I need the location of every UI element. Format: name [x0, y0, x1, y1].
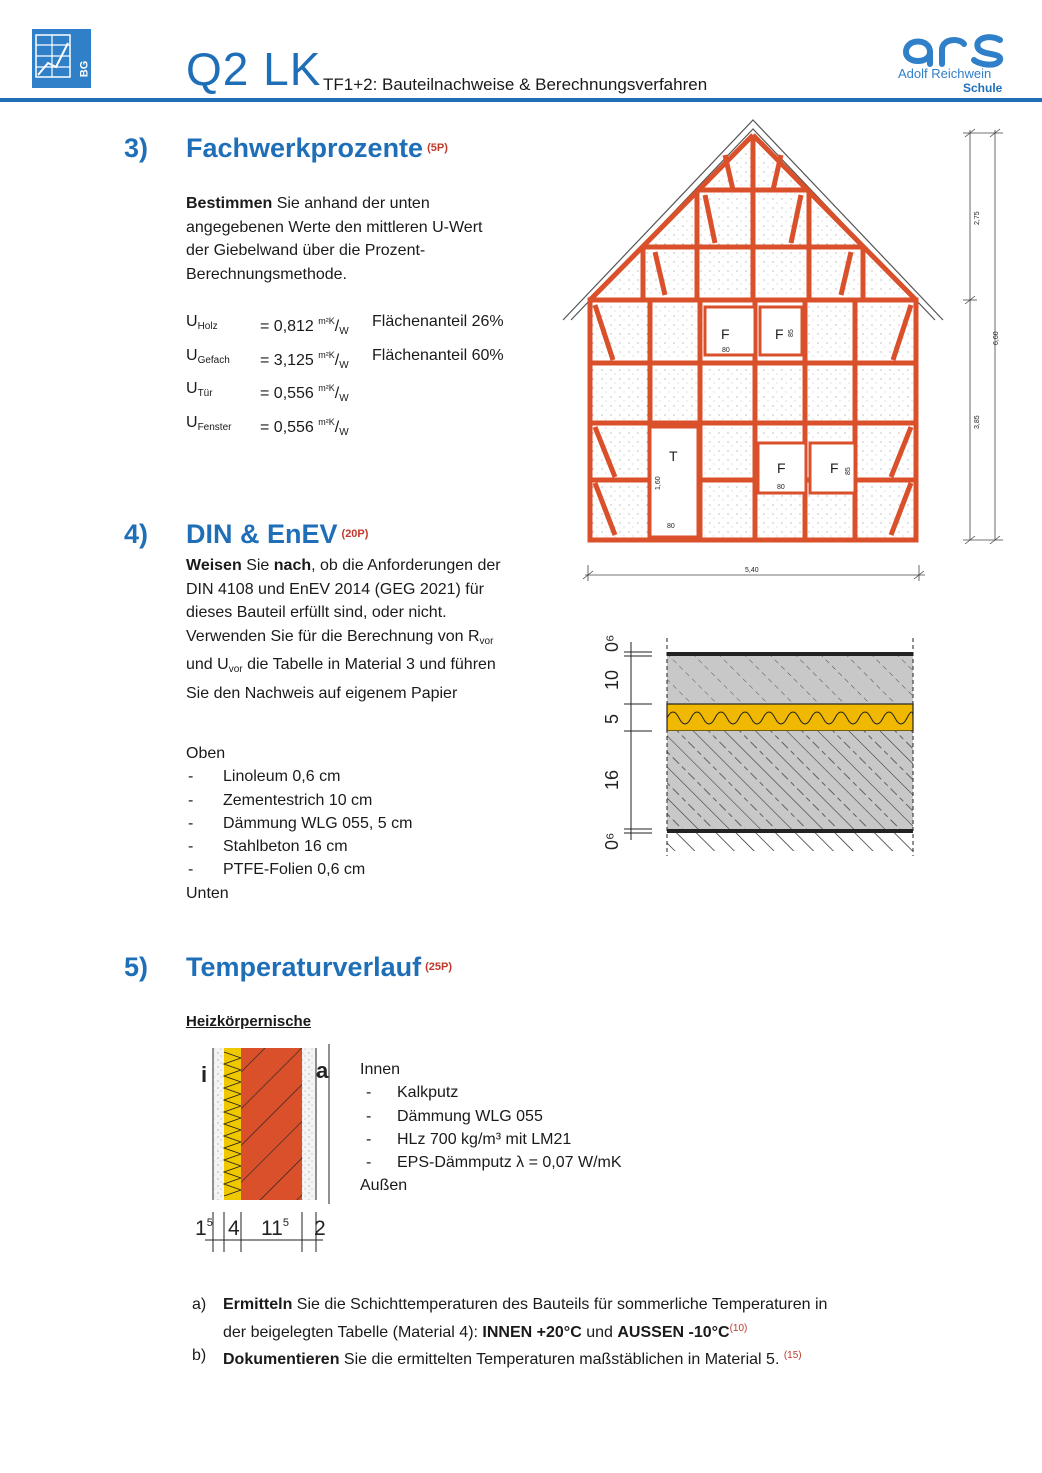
subheading-heizkoerpernische: Heizkörpernische — [186, 1013, 312, 1030]
section3-title: Fachwerkprozente — [186, 133, 424, 163]
school-name: Adolf Reichwein — [898, 66, 992, 81]
task-list — [192, 1293, 932, 1372]
dim-kalkputz: $1^5$ — [195, 1217, 213, 1240]
s3-instr-l2: angegebenen Werte den mittleren U-Wert — [186, 218, 483, 236]
dim-linoleum: 0⁶ — [602, 634, 622, 652]
wall-section-drawing — [195, 1044, 345, 1259]
u-row-holz: $U_{Holz}$ = 0,812 $^{m^2K}$/W Flächenanteil 26% — [186, 313, 504, 337]
wall-inside-label: Innen — [360, 1061, 401, 1078]
page-subtitle: TF1+2: Bauteilnachweise & Berechnungsverfahren — [323, 75, 708, 94]
u-row-tuer: $U_{Tür}$ = 0,556 $^{m^2K}$/W — [186, 380, 349, 404]
ars-logo — [900, 28, 1010, 68]
school-logo-left — [32, 29, 91, 88]
task-a: a) Ermitteln Sie die Schichttemperaturen des Bauteils für sommerliche Temperaturen in — [192, 1296, 828, 1313]
gable-wall-drawing — [555, 115, 1015, 585]
section4-number: 4) — [124, 519, 149, 549]
layer-item: - Linoleum 0,6 cm — [188, 768, 341, 786]
layer-top-label: Oben — [186, 745, 226, 762]
section5-heading — [186, 952, 452, 983]
dim-160: 1,60 — [655, 476, 662, 490]
layer-bottom-label: Unten — [186, 884, 229, 902]
s3-instr-l3: der Giebelwand über die Prozent- — [186, 242, 426, 259]
wall-layer-list — [360, 1058, 720, 1198]
u-row-fenster: $U_{Fenster}$ = 0,556 $^{m^2K}$/W — [186, 413, 349, 438]
dim-daemmung-wand: 4 — [228, 1217, 240, 1240]
inside-marker: i — [201, 1062, 208, 1087]
dim-80-c: 80 — [777, 484, 785, 491]
dim-lower: 3,85 — [974, 415, 981, 429]
window-label-3: F — [777, 460, 786, 476]
u-row-gefach: $U_{Gefach}$ = 3,125 $^{m^2K}$/W Flächenanteil 60% — [186, 346, 504, 371]
section4-title: DIN & EnEV — [186, 519, 338, 549]
dim-upper: 2,75 — [974, 211, 981, 225]
dim-85-a: 85 — [788, 329, 795, 337]
window-label-1: F — [721, 326, 730, 342]
floor-section-drawing — [590, 628, 930, 860]
task-a-cont: der beigelegten Tabelle (Material 4): INNEN +20°C und AUSSEN $-10^\circ C^{(10)}$ — [223, 1322, 748, 1341]
section3-instructions — [186, 192, 546, 286]
section3-points: (5P) — [427, 141, 448, 154]
section4-instructions: Weisen Sie nach, ob die Anforderungen der DIN 4108 und EnEV 2014 (GEG 2021) für dieses Bauteil erfüllt sind, oder nicht. Verwenden Sie für die Berechnung von $R_{vor}$ und $U_{vor}$ die Tabelle in Material 3 und führen Sie den Nachweis auf eigenem Papier — [186, 557, 501, 702]
layer-item: - PTFE-Folien 0,6 cm — [188, 861, 366, 879]
door-label: T — [669, 448, 678, 464]
dim-80-a: 80 — [722, 347, 730, 354]
s3-instr-l1: Sie anhand der unten — [276, 195, 430, 212]
layer-item: - Zementestrich 10 cm — [188, 791, 373, 809]
outside-marker: a — [316, 1058, 329, 1083]
section5-number: 5) — [124, 952, 149, 982]
dim-daemmung: 5 — [602, 713, 622, 724]
u-values-list — [186, 310, 546, 444]
wall-outside-label: Außen — [360, 1177, 408, 1195]
section5-title: Temperaturverlauf — [186, 952, 422, 982]
section4-points: (20P) — [341, 527, 369, 540]
wall-layer-item: - Kalkputz — [366, 1084, 459, 1102]
layer-item: - Dämmung WLG 055, 5 cm — [188, 814, 413, 832]
ars-logo-icon — [900, 28, 1010, 68]
dim-width: 5,40 — [745, 567, 759, 574]
logo-bg-text: BG — [78, 60, 91, 78]
wall-layer-item: - EPS-Dämmputz λ = 0,07 W/mK — [366, 1154, 622, 1172]
page-title: Q2 LK — [186, 43, 322, 95]
dim-85-b: 85 — [845, 467, 852, 475]
school-label: Schule — [963, 81, 1003, 95]
task-b: b) Dokumentieren Sie die ermittelten Temperaturen maßstäblichen in Material 5. $^{(15)}$ — [192, 1347, 802, 1368]
dim-hlz: $11^5$ — [261, 1217, 289, 1240]
dim-stahlbeton: 16 — [602, 769, 622, 790]
window-label-2: F — [775, 326, 784, 342]
layer-item: - Stahlbeton 16 cm — [188, 838, 348, 856]
wall-layer-item: - Dämmung WLG 055 — [366, 1107, 543, 1125]
section3-number: 3) — [124, 133, 149, 163]
floor-layer-list — [186, 742, 546, 905]
dim-80-b: 80 — [667, 523, 675, 530]
building-logo-icon — [32, 29, 91, 88]
s3-instr-bold: Bestimmen — [186, 195, 273, 212]
section4-heading — [186, 519, 368, 550]
dim-estrich: 10 — [602, 669, 622, 690]
dim-total-height: 6,60 — [993, 331, 1000, 345]
wall-layer-item: - HLz 700 kg/m³ mit LM21 — [366, 1130, 572, 1148]
dim-eps: 2 — [314, 1217, 326, 1240]
section5-points: (25P) — [425, 960, 452, 973]
dim-folie: 0⁶ — [602, 832, 622, 850]
s3-instr-l4: Berechnungsmethode. — [186, 265, 347, 283]
window-label-4: F — [830, 460, 839, 476]
header-rule — [0, 98, 1042, 102]
section3-heading — [186, 133, 448, 164]
